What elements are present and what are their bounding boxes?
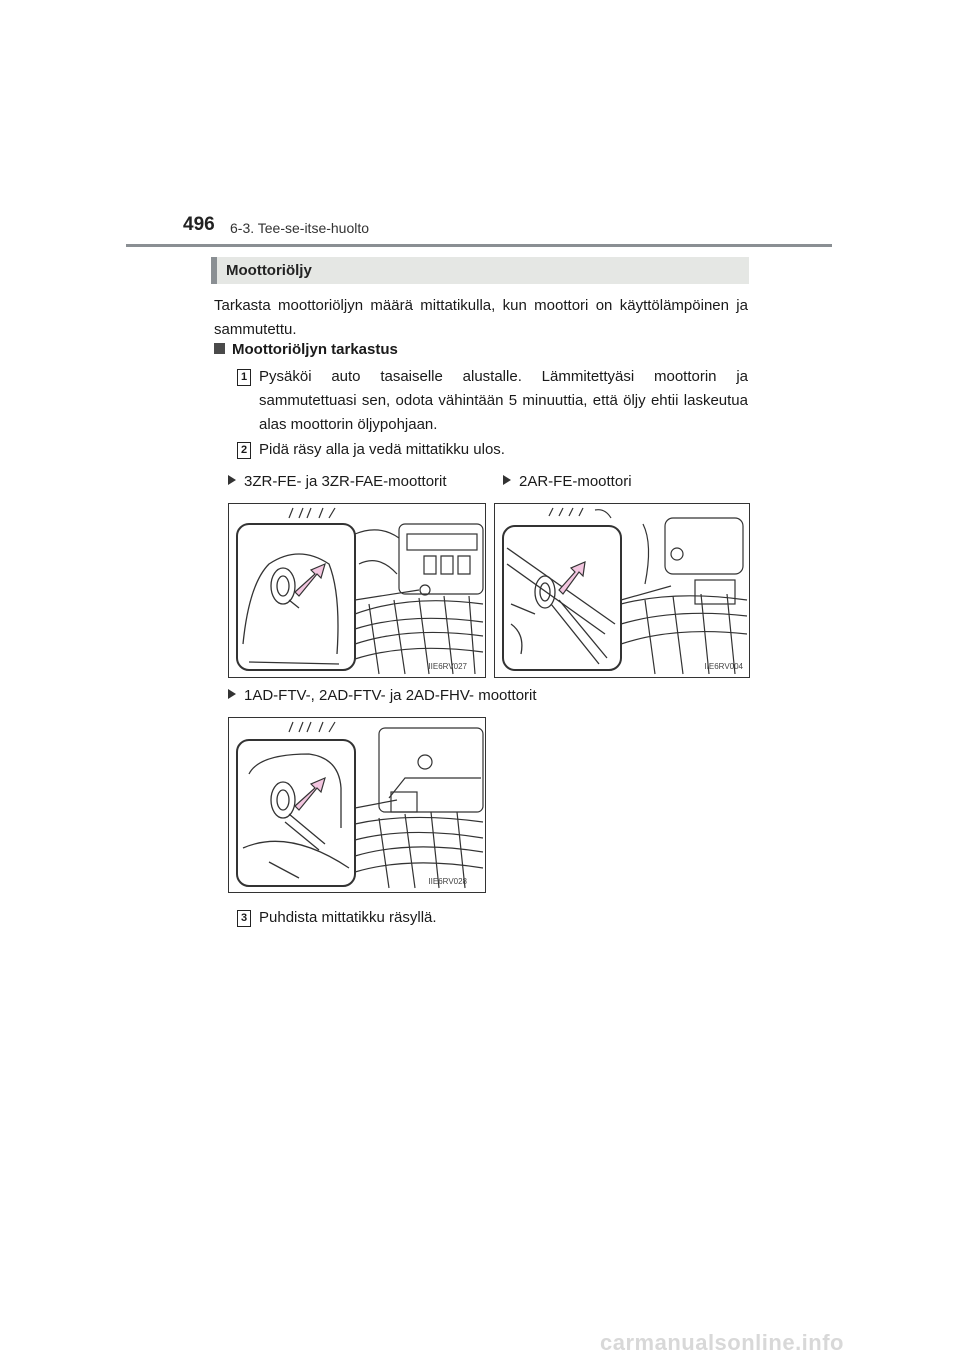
engine-illustration [229,718,485,892]
triangle-bullet-icon [503,475,511,485]
step-number-2: 2 [237,442,251,459]
engine-figure-3zr [228,503,486,678]
subheading [214,341,398,358]
page-number: 496 [183,214,215,235]
figure-code: IIE6RV028 [428,877,467,886]
square-bullet-icon [214,343,225,354]
header-rule [126,244,832,247]
section-title-bar [211,257,749,284]
triangle-bullet-icon [228,475,236,485]
variant-label-ad: 1AD-FTV-, 2AD-FTV- ja 2AD-FHV- moottorit [228,687,537,704]
step-number-1: 1 [237,369,251,386]
section-reference: 6-3. Tee-se-itse-huolto [230,220,370,236]
step-number-3: 3 [237,910,251,927]
engine-illustration [229,504,485,677]
triangle-bullet-icon [228,689,236,699]
variant-label-3zr: 3ZR-FE- ja 3ZR-FAE-moottorit [228,473,447,490]
subheading-text: Moottoriöljyn tarkastus [232,341,398,358]
step-text-3: Puhdista mittatikku räsyllä. [259,909,437,926]
figure-code: IIE6RV004 [704,662,743,671]
figure-code: IIE6RV027 [428,662,467,671]
footer-watermark: carmanualsonline.info [600,1330,844,1355]
step-text-1: Pysäköi auto tasaiselle alustalle. Lämmitettyäsi moottorin ja sammutettuasi sen, odota vähintään 5 minuuttia, että öljy ehtii laskeutua alas moottorin öljypohjaan. [259,368,748,433]
intro-paragraph: Tarkasta moottoriöljyn määrä mittatikulla, kun moottori on käyttölämpöinen ja sammutettu. [214,297,748,338]
variant-label-2ar: 2AR-FE-moottori [503,473,632,490]
section-title: Moottoriöljy [226,262,312,279]
engine-illustration [495,504,749,677]
engine-figure-2ar [494,503,750,678]
step-text-2: Pidä räsy alla ja vedä mittatikku ulos. [259,441,505,458]
engine-figure-ad [228,717,486,893]
